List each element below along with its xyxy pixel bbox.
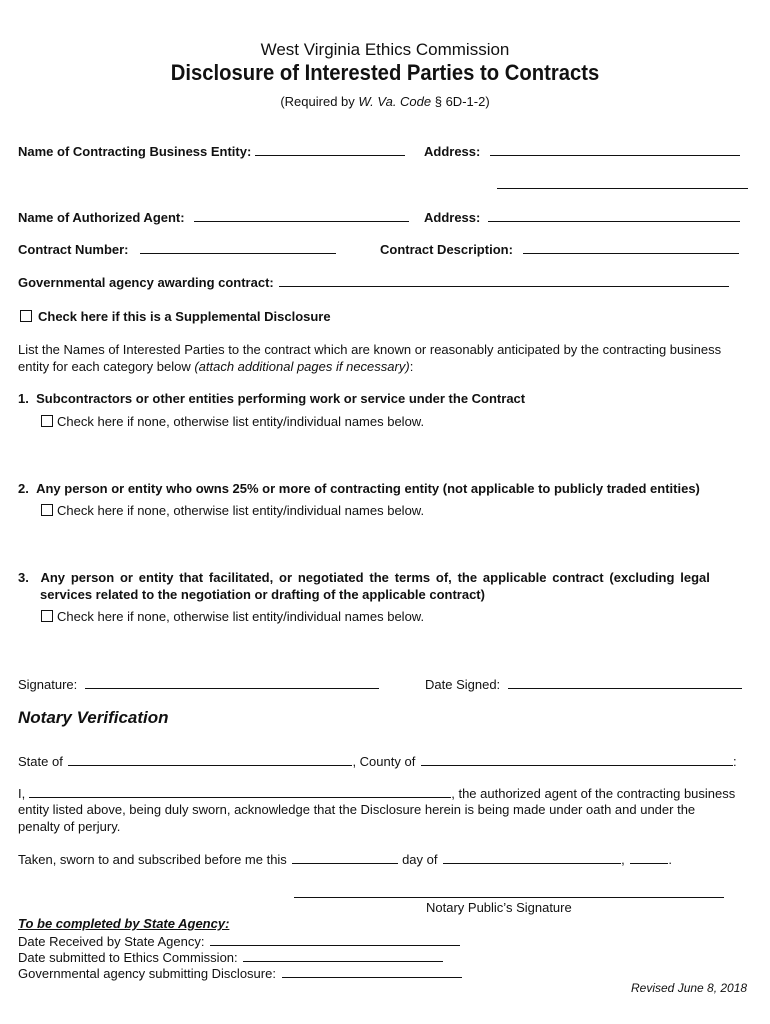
notary-sworn-line[interactable]: Taken, sworn to and subscribed before me this day of , . xyxy=(18,852,672,867)
instructions-line-1: List the Names of Interested Parties to the contract which are known or reasonably anticipated by the contracting business xyxy=(18,342,722,357)
contract-description-field[interactable] xyxy=(380,241,739,257)
notary-state-county-line[interactable]: State of , County of : xyxy=(18,754,737,769)
notary-signature-line[interactable] xyxy=(294,885,724,898)
date-received-field[interactable]: Date Received by State Agency: xyxy=(18,933,460,949)
business-entity-field[interactable] xyxy=(18,143,405,159)
contract-number-label: Contract Number: xyxy=(18,242,129,257)
authorized-agent-label: Name of Authorized Agent: xyxy=(18,210,185,225)
org-name: West Virginia Ethics Commission xyxy=(260,40,510,59)
date-signed-field[interactable] xyxy=(425,676,742,692)
notary-agent-line[interactable]: I, , the authorized agent of the contracting business xyxy=(18,786,736,801)
business-address-field[interactable] xyxy=(424,143,740,159)
checkbox-icon[interactable] xyxy=(20,310,32,322)
business-address-line-2[interactable] xyxy=(497,175,748,189)
checkbox-icon[interactable] xyxy=(41,504,53,516)
date-signed-label: Date Signed: xyxy=(425,677,501,692)
notary-oath-line-2: penalty of perjury. xyxy=(18,819,121,834)
business-entity-label: Name of Contracting Business Entity: xyxy=(18,144,252,159)
signature-field[interactable] xyxy=(18,676,379,692)
category-1-none-checkbox[interactable]: Check here if none, otherwise list entity/individual names below. xyxy=(41,414,424,429)
notary-heading: Notary Verification xyxy=(18,708,169,727)
instructions-line-2: entity for each category below (attach additional pages if necessary): xyxy=(18,359,414,374)
date-submitted-field[interactable]: Date submitted to Ethics Commission: xyxy=(18,949,443,965)
category-2-title: 2. Any person or entity who owns 25% or more of contracting entity (not applicable to publicly traded entities) xyxy=(18,481,700,496)
awarding-agency-label: Governmental agency awarding contract: xyxy=(18,275,274,290)
contract-number-field[interactable] xyxy=(18,241,336,257)
category-1-title: 1. Subcontractors or other entities performing work or service under the Contract xyxy=(18,391,526,406)
signature-label: Signature: xyxy=(18,677,78,692)
checkbox-icon[interactable] xyxy=(41,610,53,622)
notary-signature-caption: Notary Public’s Signature xyxy=(426,900,572,915)
supplemental-disclosure-checkbox[interactable] xyxy=(20,309,331,324)
awarding-agency-field[interactable] xyxy=(18,274,729,290)
category-3-title-line-2: services related to the negotiation or drafting of the applicable contract) xyxy=(40,587,485,602)
notary-oath-line-1: entity listed above, being duly sworn, acknowledge that the Disclosure herein is being made under oath and under the xyxy=(18,802,696,817)
agent-address-label: Address: xyxy=(424,210,481,225)
checkbox-icon[interactable] xyxy=(41,415,53,427)
authorized-agent-field[interactable] xyxy=(18,209,409,225)
agent-address-field[interactable] xyxy=(424,209,740,225)
submitting-agency-field[interactable]: Governmental agency submitting Disclosure: xyxy=(18,965,462,981)
state-agency-heading: To be completed by State Agency: xyxy=(18,916,230,931)
category-2-none-checkbox[interactable]: Check here if none, otherwise list entity/individual names below. xyxy=(41,503,424,518)
business-address-label: Address: xyxy=(424,144,481,159)
form-title: Disclosure of Interested Parties to Contracts xyxy=(170,60,600,85)
category-3-none-checkbox[interactable]: Check here if none, otherwise list entity/individual names below. xyxy=(41,609,424,624)
statute-reference: (Required by W. Va. Code § 6D-1-2) xyxy=(280,94,490,109)
category-3-title: 3. Any person or entity that facilitated, or negotiated the terms of, the applicable contract (excluding legal xyxy=(18,570,710,585)
revision-date: Revised June 8, 2018 xyxy=(631,981,748,995)
supplemental-label: Check here if this is a Supplemental Disclosure xyxy=(38,309,331,324)
contract-description-label: Contract Description: xyxy=(380,242,513,257)
